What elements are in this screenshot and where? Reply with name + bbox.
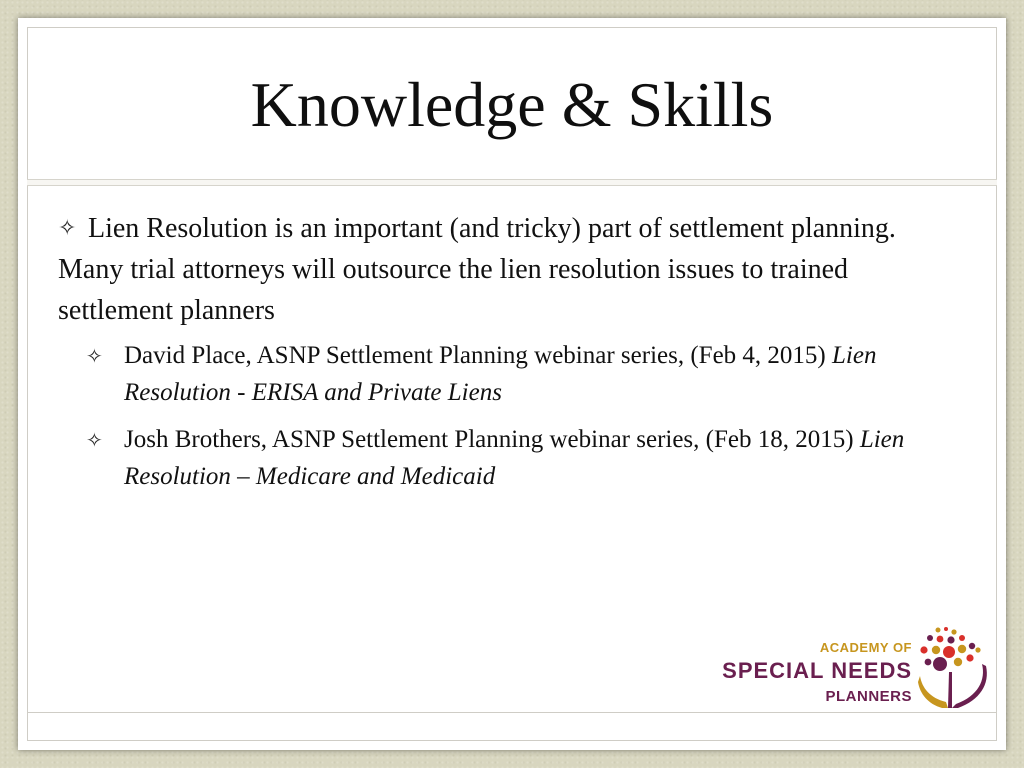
- tree-hands-logo-icon: [916, 624, 992, 714]
- sub-bullet-italic-title: Lien Resolution - ERISA and Private Liens: [124, 342, 877, 406]
- four-pointed-star-icon: ✧: [86, 428, 103, 452]
- logo-line-planners: PLANNERS: [825, 688, 912, 705]
- footer-divider: [27, 712, 997, 713]
- logo-line-academy: ACADEMY OF: [819, 640, 912, 655]
- asnp-logo: [708, 622, 998, 712]
- sub-bullet-text: David Place, ASNP Settlement Planning webinar series, (Feb 4, 2015): [124, 342, 832, 369]
- logo-line-special-needs: SPECIAL NEEDS: [722, 658, 912, 683]
- sub-bullet-text: Josh Brothers, ASNP Settlement Planning webinar series, (Feb 18, 2015): [124, 426, 860, 453]
- sub-bullet: [58, 337, 964, 411]
- title-divider: [27, 179, 997, 186]
- slide-title: Knowledge & Skills: [250, 69, 774, 140]
- sub-bullet-italic-title: Lien Resolution – Medicare and Medicaid: [124, 426, 905, 490]
- sub-bullet: [58, 421, 964, 495]
- slide: [18, 18, 1006, 750]
- four-pointed-star-icon: ✧: [86, 344, 103, 368]
- main-bullet-text: Lien Resolution is an important (and tricky) part of settlement planning. Many trial attorneys will outsource the lien resolution issues to trained settlement planners: [58, 213, 896, 326]
- four-pointed-star-icon: ✧: [58, 216, 77, 241]
- slide-content: [58, 208, 958, 505]
- main-bullet: [58, 208, 958, 331]
